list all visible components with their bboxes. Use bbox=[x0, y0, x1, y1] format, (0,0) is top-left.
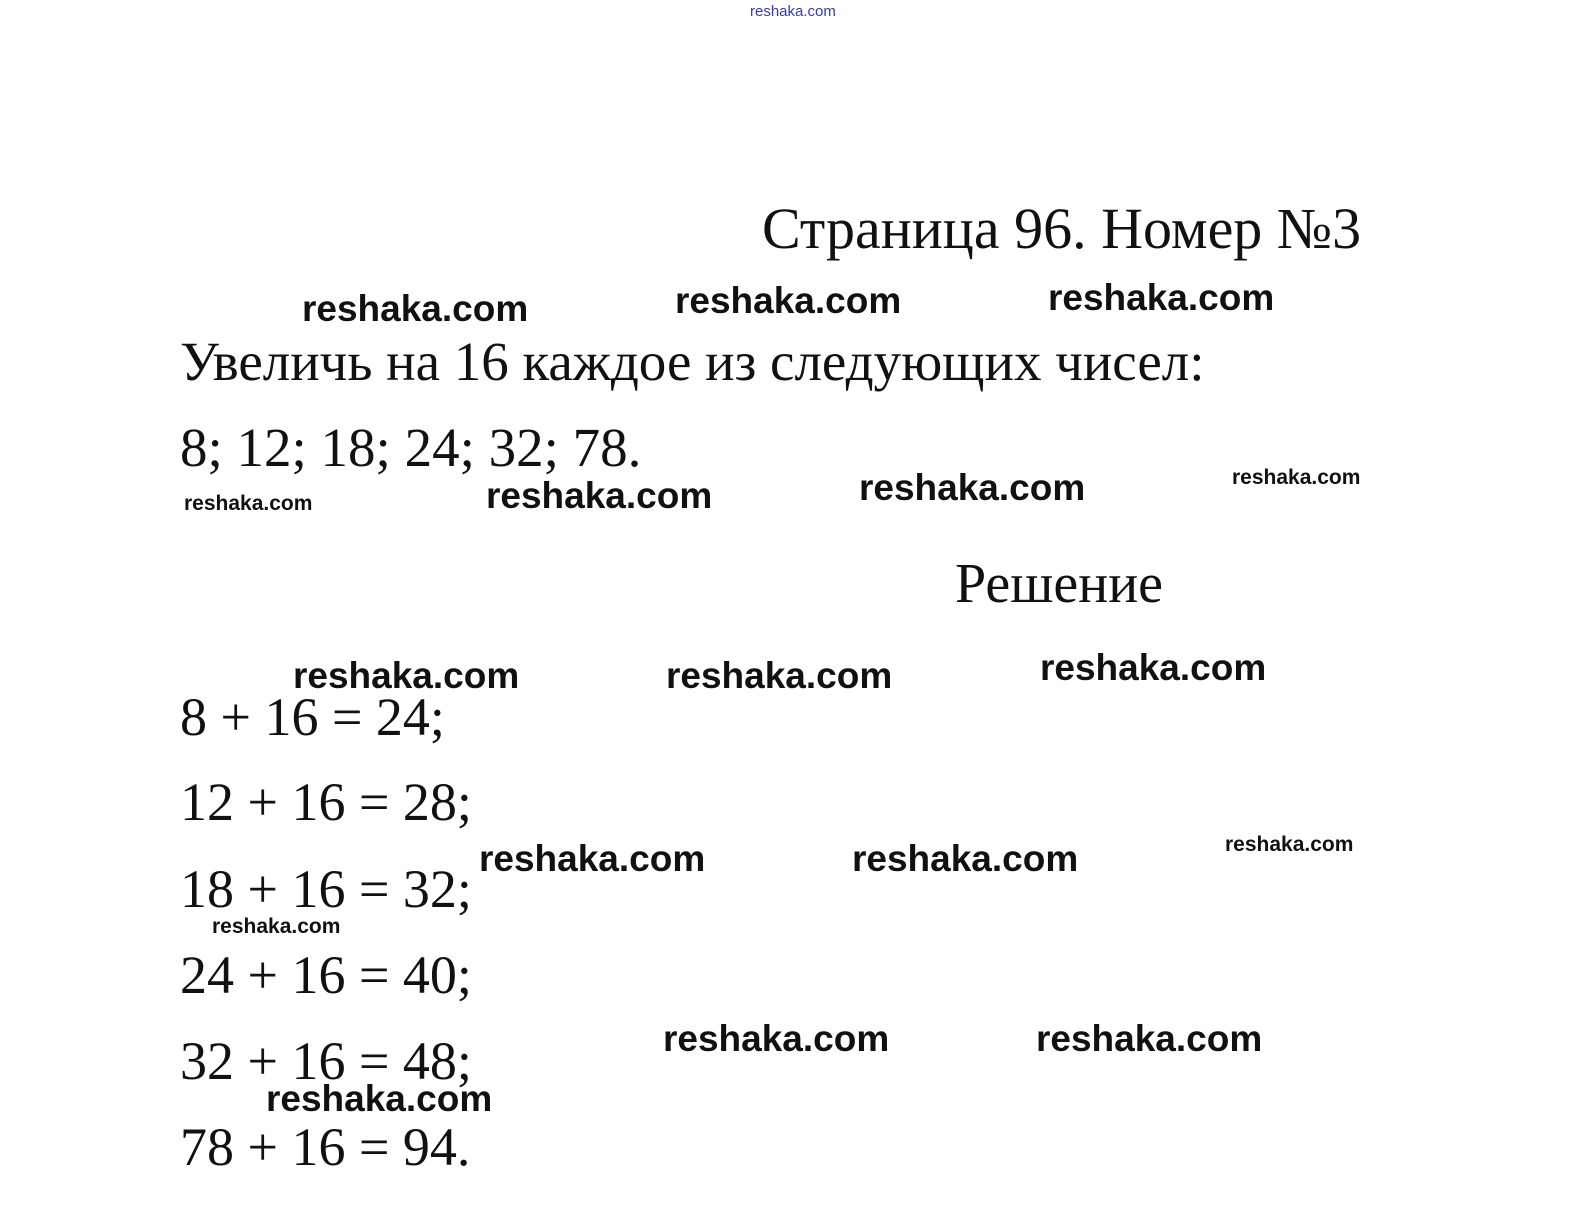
solution-equation: 78 + 16 = 94. bbox=[180, 1117, 471, 1177]
watermark: reshaka.com bbox=[859, 467, 1086, 508]
solution-equation: 8 + 16 = 24; bbox=[180, 687, 445, 747]
solution-equation: 18 + 16 = 32; bbox=[180, 859, 472, 919]
watermark: reshaka.com bbox=[1048, 277, 1275, 318]
solution-equation: 32 + 16 = 48; bbox=[180, 1031, 472, 1091]
watermark: reshaka.com bbox=[486, 475, 713, 516]
task-statement: Увеличь на 16 каждое из следующих чисел: bbox=[180, 331, 1205, 392]
watermark: reshaka.com bbox=[675, 280, 902, 321]
watermark: reshaka.com bbox=[302, 288, 529, 329]
solution-heading: Решение bbox=[955, 553, 1164, 615]
watermark: reshaka.com bbox=[852, 838, 1079, 879]
watermark: reshaka.com bbox=[666, 655, 893, 696]
watermark: reshaka.com bbox=[293, 655, 520, 696]
solution-equation: 12 + 16 = 28; bbox=[180, 772, 472, 832]
watermark: reshaka.com bbox=[266, 1078, 493, 1119]
page-title: Страница 96. Номер №3 bbox=[762, 196, 1362, 261]
watermark: reshaka.com bbox=[1036, 1018, 1263, 1059]
watermark: reshaka.com bbox=[663, 1018, 890, 1059]
solution-equation: 24 + 16 = 40; bbox=[180, 945, 472, 1005]
watermark: reshaka.com bbox=[1232, 466, 1361, 489]
header-site-link[interactable]: reshaka.com bbox=[750, 3, 836, 20]
watermark: reshaka.com bbox=[479, 838, 706, 879]
watermark: reshaka.com bbox=[184, 492, 313, 515]
watermark: reshaka.com bbox=[1225, 833, 1354, 856]
watermark: reshaka.com bbox=[212, 915, 341, 938]
task-numbers: 8; 12; 18; 24; 32; 78. bbox=[180, 417, 642, 478]
watermark: reshaka.com bbox=[1040, 647, 1267, 688]
